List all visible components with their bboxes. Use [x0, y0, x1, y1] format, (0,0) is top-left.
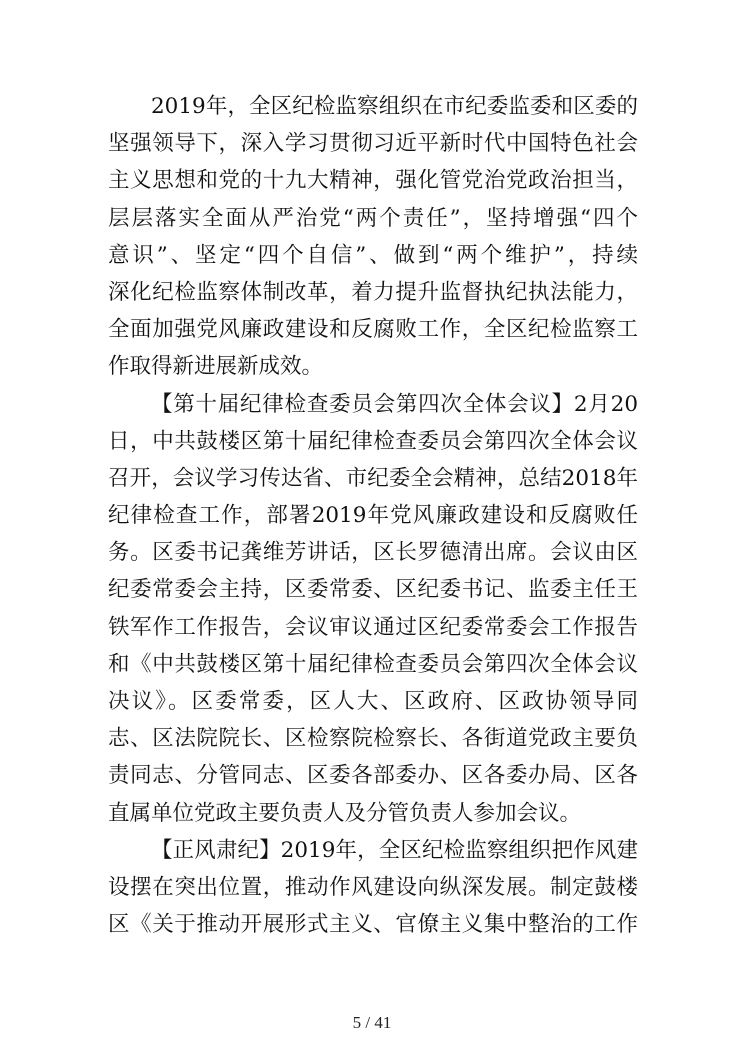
text-line: 【第十届纪律检查委员会第四次全体会议】2月20: [151, 391, 638, 417]
text-line: 和《中共鼓楼区第十届纪律检查委员会第四次全体会议: [108, 651, 638, 677]
text-line: 召开，会议学习传达省、市纪委全会精神，总结2018年: [108, 465, 638, 491]
text-line: 纪律检查工作，部署2019年党风廉政建设和反腐败任: [108, 503, 638, 529]
text-line: 区《关于推动开展形式主义、官僚主义集中整治的工作: [108, 912, 638, 938]
paragraph-summary: [108, 88, 638, 386]
text-line: 责同志、分管同志、区委各部委办、区各委办局、区各: [108, 763, 638, 789]
text-line: 决议》。区委常委，区人大、区政府、区政协领导同: [108, 689, 638, 714]
text-line: 深化纪检监察体制改革，着力提升监督执纪执法能力，: [108, 279, 638, 305]
text-line: 设摆在突出位置，推动作风建设向纵深发展。制定鼓楼: [108, 874, 638, 900]
text-line: 坚强领导下，深入学习贯彻习近平新时代中国特色社会: [108, 131, 638, 157]
text-line: 主义思想和党的十九大精神，强化管党治党政治担当，: [108, 168, 638, 194]
text-line: 志、区法院院长、区检察院检察长、各街道党政主要负: [108, 726, 638, 752]
text-line: 【正风肃纪】2019年，全区纪检监察组织把作风建: [151, 837, 638, 863]
text-line: 日，中共鼓楼区第十届纪律检查委员会第四次全体会议: [108, 428, 638, 454]
paragraph-discipline: [108, 832, 638, 944]
paragraph-plenary-meeting: [108, 386, 638, 832]
text-line: 全面加强党风廉政建设和反腐败工作，全区纪检监察工: [108, 317, 638, 343]
text-line: 作取得新进展新成效。: [108, 354, 324, 380]
text-line: 2019年，全区纪检监察组织在市纪委监委和区委的: [151, 94, 638, 119]
text-line: 直属单位党政主要负责人及分管负责人参加会议。: [108, 800, 582, 826]
text-line: 纪委常委会主持，区委常委、区纪委书记、监委主任王: [108, 577, 638, 603]
document-body: [108, 88, 638, 943]
text-line: 务。区委书记龚维芳讲话，区长罗德清出席。会议由区: [108, 540, 638, 566]
page-number: 5 / 41: [352, 1013, 392, 1032]
text-line: 层层落实全面从严治党“两个责任”，坚持增强“四个: [108, 205, 638, 231]
text-line: 铁军作工作报告，会议审议通过区纪委常委会工作报告: [108, 614, 638, 640]
text-line: 意识”、坚定“四个自信”、做到“两个维护”，持续: [108, 242, 638, 268]
